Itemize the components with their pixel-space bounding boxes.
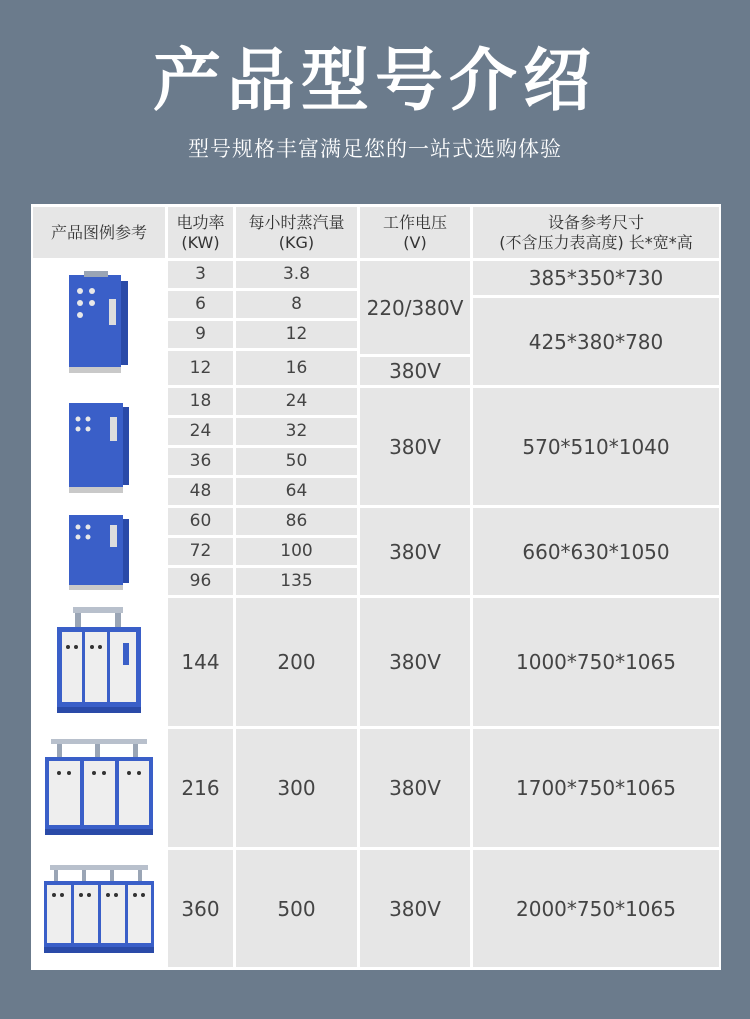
- steam-cell: 12: [236, 321, 357, 348]
- size-cell: 1000*750*1065: [473, 598, 719, 726]
- steam-cell: 50: [236, 448, 357, 475]
- steam-cell: 64: [236, 478, 357, 505]
- size-cell: 2000*750*1065: [473, 850, 719, 967]
- size-cell: 385*350*730: [473, 261, 719, 295]
- product-image: [33, 850, 165, 967]
- power-cell: 24: [168, 418, 233, 445]
- steam-cell: 100: [236, 538, 357, 565]
- steam-generator-quad-cabinet-icon: [40, 859, 158, 959]
- voltage-cell: 380V: [360, 850, 470, 967]
- size-cell: 660*630*1050: [473, 508, 719, 595]
- product-image: [33, 598, 165, 726]
- size-cell: 570*510*1040: [473, 388, 719, 505]
- power-cell: 60: [168, 508, 233, 535]
- power-cell: 48: [168, 478, 233, 505]
- voltage-cell: 380V: [360, 357, 470, 385]
- size-cell: 425*380*780: [473, 298, 719, 385]
- steam-cell: 8: [236, 291, 357, 318]
- steam-cell: 500: [236, 850, 357, 967]
- voltage-cell: 220/380V: [360, 261, 470, 354]
- product-image: [33, 508, 165, 595]
- steam-cell: 300: [236, 729, 357, 847]
- model-table: [31, 204, 721, 970]
- steam-generator-single-cabinet-icon: [64, 511, 134, 593]
- steam-cell: 200: [236, 598, 357, 726]
- steam-generator-triple-cabinet-icon: [41, 735, 157, 841]
- page-subtitle: 型号规格丰富满足您的一站式选购体验: [188, 137, 562, 161]
- power-cell: 216: [168, 729, 233, 847]
- power-cell: 9: [168, 321, 233, 348]
- steam-generator-single-cabinet-icon: [64, 269, 134, 377]
- product-image: [33, 729, 165, 847]
- power-cell: 144: [168, 598, 233, 726]
- power-cell: 3: [168, 261, 233, 288]
- steam-cell: 16: [236, 351, 357, 385]
- voltage-cell: 380V: [360, 598, 470, 726]
- header-image: 产品图例参考: [33, 207, 165, 258]
- header-size: 设备参考尺寸 (不含压力表高度) 长*宽*高: [473, 207, 719, 258]
- power-cell: 72: [168, 538, 233, 565]
- power-cell: 6: [168, 291, 233, 318]
- product-image: [33, 261, 165, 385]
- steam-cell: 86: [236, 508, 357, 535]
- steam-cell: 135: [236, 568, 357, 595]
- steam-generator-single-cabinet-icon: [64, 397, 134, 497]
- voltage-cell: 380V: [360, 388, 470, 505]
- power-cell: 96: [168, 568, 233, 595]
- size-cell: 1700*750*1065: [473, 729, 719, 847]
- voltage-cell: 380V: [360, 508, 470, 595]
- voltage-cell: 380V: [360, 729, 470, 847]
- page-title: 产品型号介绍: [152, 42, 597, 121]
- steam-cell: 32: [236, 418, 357, 445]
- steam-cell: 24: [236, 388, 357, 415]
- header-power: 电功率 (KW): [168, 207, 233, 258]
- header-steam: 每小时蒸汽量 (KG): [236, 207, 357, 258]
- power-cell: 36: [168, 448, 233, 475]
- product-image: [33, 388, 165, 505]
- power-cell: 18: [168, 388, 233, 415]
- power-cell: 12: [168, 351, 233, 385]
- power-cell: 360: [168, 850, 233, 967]
- steam-generator-double-cabinet-icon: [51, 603, 147, 721]
- header-voltage: 工作电压 (V): [360, 207, 470, 258]
- steam-cell: 3.8: [236, 261, 357, 288]
